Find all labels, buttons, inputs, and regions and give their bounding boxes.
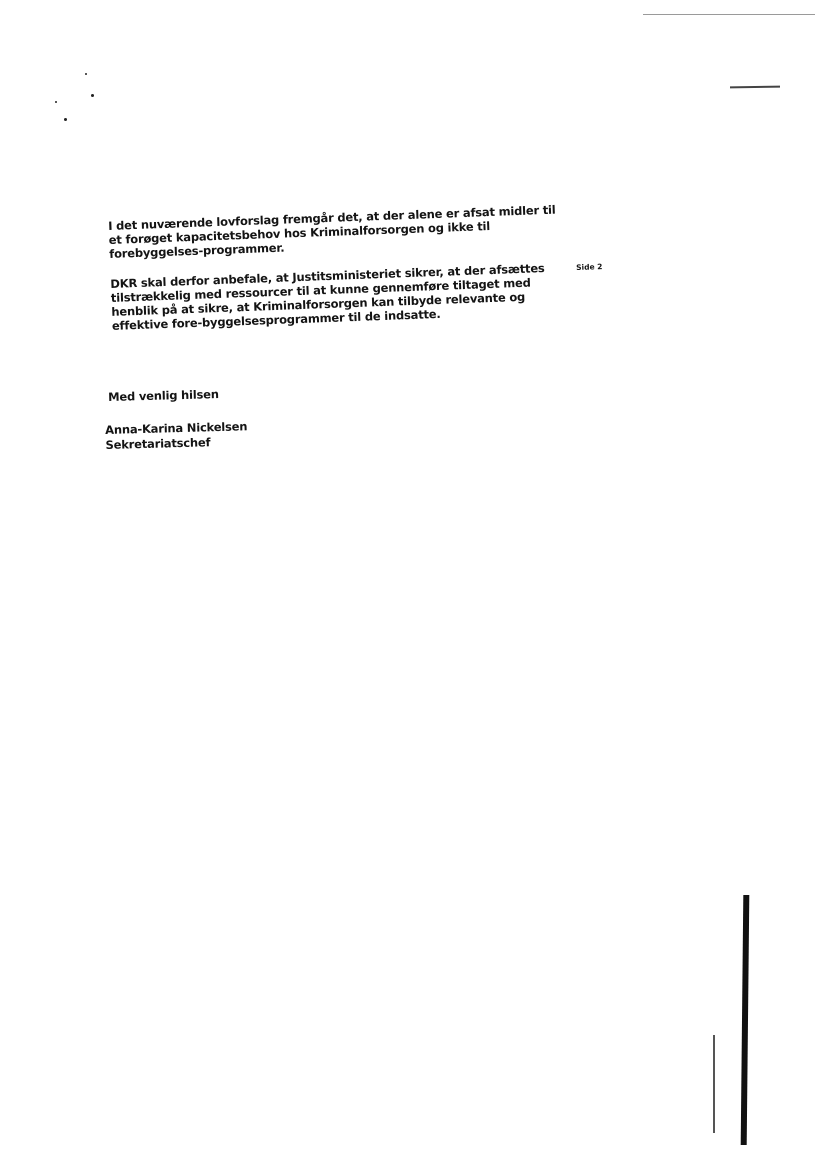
scan-speck: [91, 94, 94, 97]
page-number: Side 2: [576, 262, 603, 272]
signer-name: Anna-Karina Nickelsen: [105, 419, 248, 437]
scan-artifact-line: [643, 14, 815, 15]
scan-artifact-line: [713, 1035, 715, 1133]
paragraph: I det nuværende lovforslag fremgår det, at der alene er afsat midler til et forøget kapacitetsbehov hos Kriminalforsorgen og ikke til forebyggelses-programmer.: [108, 202, 556, 261]
scan-speck: [64, 118, 67, 121]
scan-artifact-line: [741, 895, 750, 1145]
signer-title: Sekretariatschef: [105, 435, 211, 452]
scan-speck: [85, 73, 87, 75]
letter-body: [108, 203, 562, 349]
paragraph: DKR skal derfor anbefale, at Justitsministeriet sikrer, at der afsættes tilstrækkelig med ressourcer til at kunne gennemføre tiltaget med henblik på at sikre, at Kriminalforsorgen kan tilbyde relevante og effektive fore-byggelsesprogrammer til de indsatte.: [110, 261, 545, 333]
scan-artifact-line: [730, 86, 780, 89]
scan-speck: [55, 101, 57, 103]
closing-greeting: Med venlig hilsen: [108, 387, 219, 404]
signature-block: [105, 419, 248, 453]
